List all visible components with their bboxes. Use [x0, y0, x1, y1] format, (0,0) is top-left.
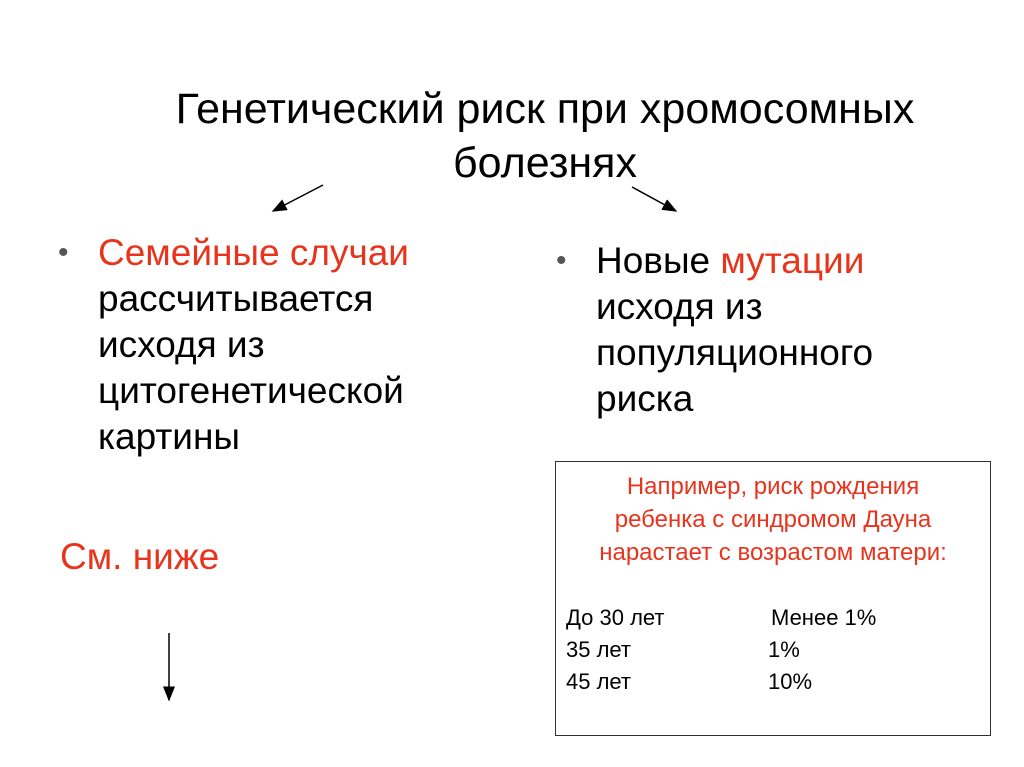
- risk-row: [566, 635, 800, 665]
- new-mutations-line: риска: [596, 378, 694, 419]
- risk-row: [566, 667, 813, 697]
- family-cases-line: исходя из: [98, 324, 265, 365]
- arrow-to-left-icon: [273, 185, 323, 211]
- risk-value: Менее 1%: [771, 605, 877, 630]
- risk-note-line: Например, риск рождения: [626, 473, 920, 500]
- new-mutations-line: исходя из: [596, 286, 763, 327]
- heading-accent: мутации: [720, 240, 865, 281]
- risk-age: 35 лет: [566, 637, 632, 662]
- risk-value: 10%: [768, 669, 813, 694]
- bullet-family-cases: [58, 230, 478, 460]
- family-cases-line: рассчитывается: [98, 278, 374, 319]
- family-cases-heading: Семейные случаи: [98, 232, 409, 273]
- risk-note: [556, 470, 990, 569]
- bullet-new-mutations: [556, 238, 976, 422]
- heading-plain: Новые: [596, 240, 721, 281]
- risk-age: 45 лет: [566, 669, 632, 694]
- risk-row: [566, 603, 877, 633]
- risk-value: 1%: [768, 637, 800, 662]
- family-cases-line: цитогенетической: [98, 370, 404, 411]
- bullet-dot: •: [58, 236, 69, 269]
- slide-title: Генетический риск при хромосомных болезнях: [175, 85, 915, 187]
- bullet-dot: •: [556, 244, 567, 277]
- risk-age: До 30 лет: [566, 605, 665, 630]
- family-cases-line: картины: [98, 416, 240, 457]
- arrow-to-right-icon: [632, 187, 676, 211]
- see-below-text: См. ниже: [60, 536, 220, 577]
- new-mutations-heading: [596, 238, 976, 284]
- down-syndrome-risk-box: [555, 461, 991, 736]
- new-mutations-line: популяционного: [596, 332, 874, 373]
- risk-note-line: ребенка с синдромом Дауна: [614, 506, 932, 533]
- risk-note-line: нарастает с возрастом матери:: [599, 539, 947, 566]
